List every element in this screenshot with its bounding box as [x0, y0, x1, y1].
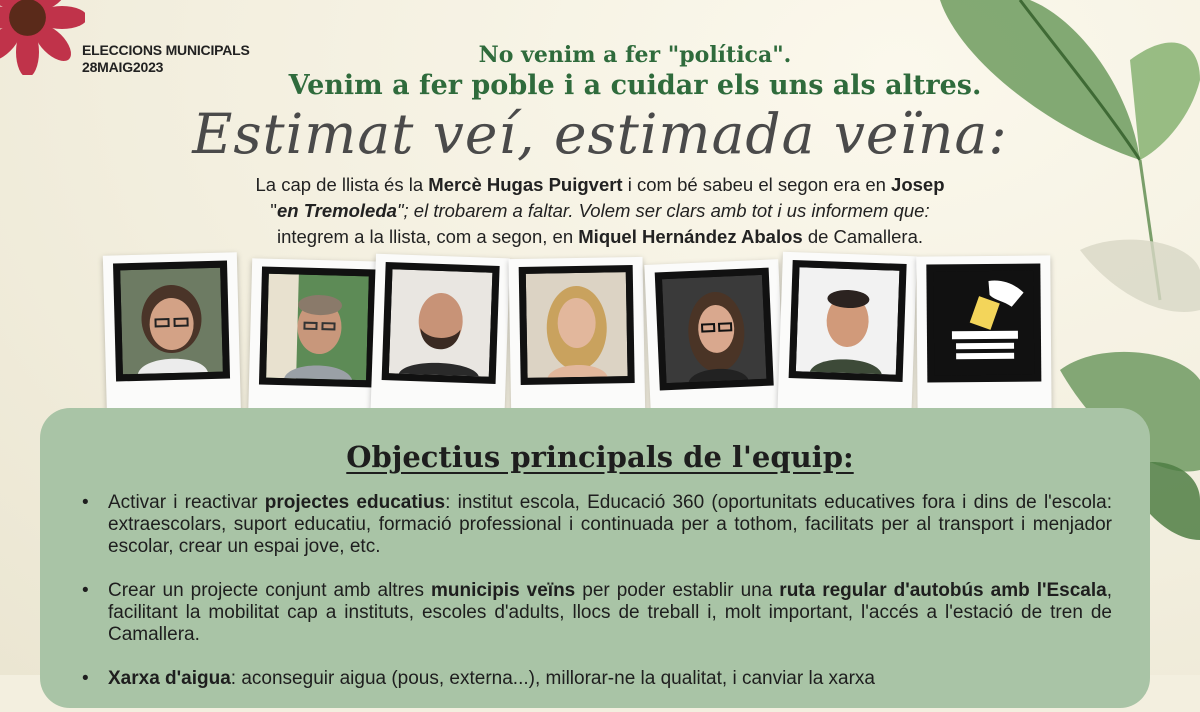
portrait-woman-blonde — [526, 272, 628, 378]
item-text: per poder establir una — [575, 580, 780, 601]
item-text: Activar i reactivar — [108, 492, 265, 513]
intro-text: La cap de llista és la — [255, 174, 429, 195]
greeting-heading: Estimat veí, estimada veïna: — [192, 102, 1008, 166]
election-date: 28MAIG2023 — [82, 59, 164, 75]
intro-text: de Camallera. — [802, 226, 924, 247]
item-highlight: projectes educatius — [264, 492, 446, 513]
flower-decoration — [0, 0, 85, 75]
ballot-box-icon — [933, 271, 1034, 376]
intro-highlight: en Tremoleda — [276, 200, 397, 221]
intro-paragraph — [140, 172, 1060, 250]
candidate-photo — [370, 254, 510, 429]
portrait-man-glasses — [266, 274, 369, 381]
ballot-box-card — [916, 255, 1051, 426]
item-text: : institut escola, Educació 360 (oportunitats educatives fora i dins de l'escola: extraescolars, suport educatiu, formació professional i continuada per a tothom, facilitats per al transport i menjador escolar, crear un espai jove, etc. — [108, 492, 1112, 557]
election-title: ELECCIONS MUNICIPALS — [82, 42, 250, 58]
portrait-man-short-hair — [796, 267, 900, 374]
candidate-photo — [509, 257, 646, 429]
intro-text: i com bé sabeu el segon era en — [622, 174, 892, 195]
portrait-woman-dark-hair — [662, 275, 766, 383]
intro-text: "; el trobarem a faltar. Volem ser clars amb tot i us informem que: — [396, 200, 930, 221]
list-item — [82, 668, 1112, 690]
item-text: : aconseguir aigua (pous, externa...), millorar-ne la qualitat, i canviar la xarxa — [230, 668, 875, 689]
portrait-man-beard — [389, 269, 493, 376]
objectives-list — [82, 492, 1112, 712]
item-highlight: Xarxa d'aigua — [108, 668, 231, 689]
objectives-title: Objectius principals de l'equip: — [346, 440, 854, 474]
intro-text: integrem a la llista, com a segon, en — [276, 226, 579, 247]
item-highlight: municipis veïns — [430, 580, 576, 601]
intro-text: " — [270, 200, 277, 221]
intro-highlight: Mercè Hugas Puigvert — [428, 174, 623, 195]
candidate-photo — [248, 258, 386, 431]
list-item — [82, 492, 1112, 558]
candidate-photo — [103, 252, 241, 425]
slogan-line2: Venim a fer poble i a cuidar els uns als altres. — [288, 70, 982, 101]
item-text: Crear un projecte conjunt amb altres — [108, 580, 431, 601]
intro-highlight: Miquel Hernández Abalos — [578, 226, 803, 247]
candidate-photo — [777, 252, 917, 427]
item-text: , facilitant la mobilitat cap a instituts, escoles d'adults, llocs de treball i, molt important, l'accés a l'estació de tren de Camallera. — [108, 580, 1113, 645]
portrait-woman-glasses — [120, 268, 223, 375]
intro-highlight: Josep — [891, 174, 945, 195]
slogan-line1: No venim a fer "política". — [478, 42, 792, 68]
item-highlight: ruta regular d'autobús amb l'Escala — [779, 580, 1107, 601]
list-item — [82, 580, 1112, 646]
